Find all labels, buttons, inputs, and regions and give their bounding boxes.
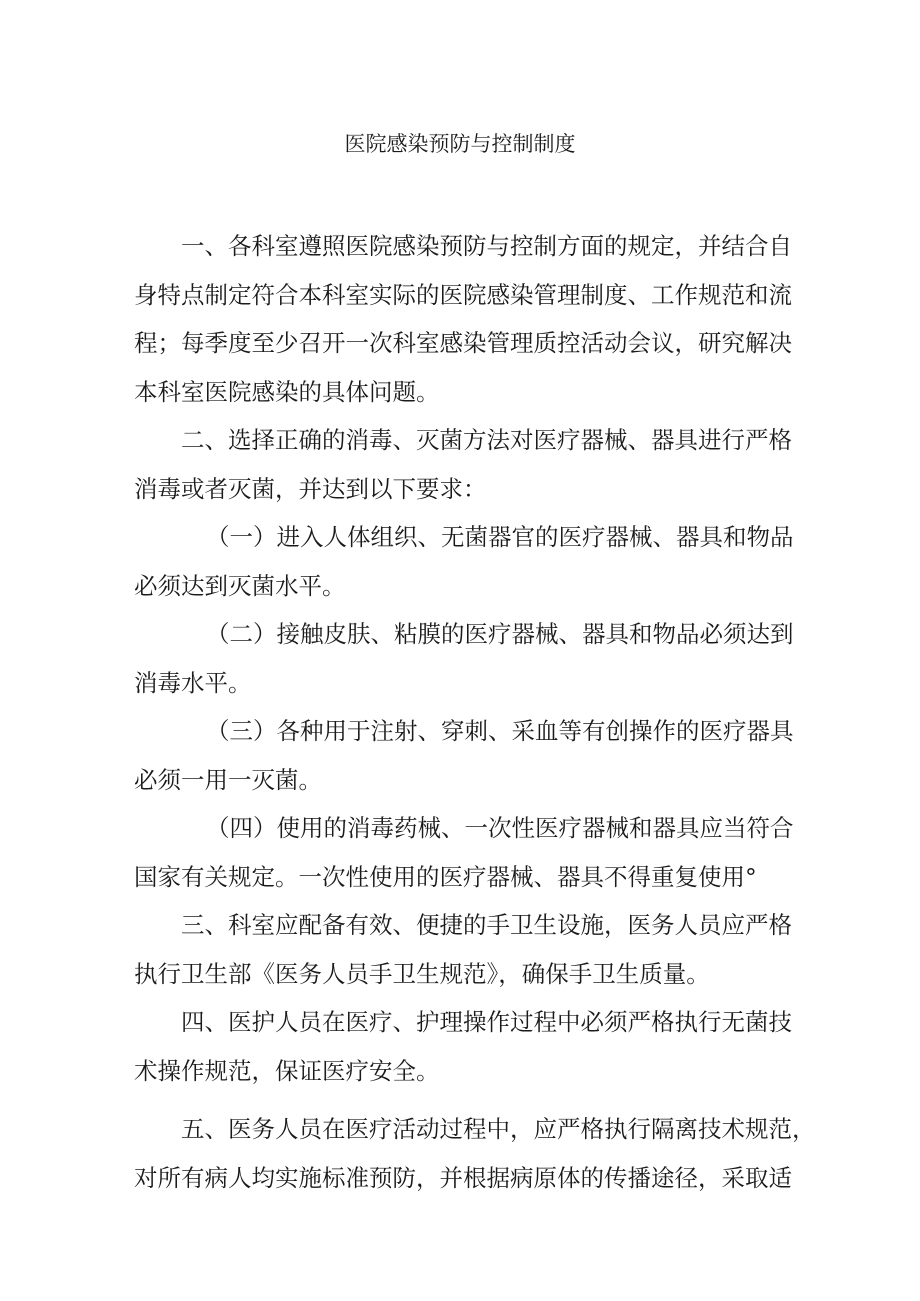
paragraph-line: （三）各种用于注射、穿刺、采血等有创操作的医疗器具 (206, 717, 794, 745)
paragraph-line: （二）接触皮肤、粘膜的医疗器械、器具和物品必须达到 (206, 620, 794, 648)
paragraph-line: 一、各科室遵照医院感染预防与控制方面的规定，并结合自 (181, 232, 792, 260)
paragraph-line: （一）进入人体组织、无菌器官的医疗器械、器具和物品 (206, 523, 794, 551)
paragraph-line: 必须达到灭菌水平。 (134, 571, 346, 600)
paragraph-1 (134, 222, 790, 416)
paragraph-line: 三、科室应配备有效、便捷的手卫生设施，医务人员应严格 (181, 911, 792, 939)
paragraph-4 (134, 998, 790, 1095)
paragraph-3 (134, 901, 790, 998)
sub-item-4 (134, 804, 794, 901)
paragraph-2 (134, 416, 790, 513)
paragraph-line: 本科室医院感染的具体问题。 (134, 377, 440, 406)
sub-item-3 (134, 707, 794, 804)
paragraph-5 (134, 1105, 816, 1202)
paragraph-line: 国家有关规定。一次性使用的医疗器械、器具不得重复使用° (134, 862, 757, 891)
paragraph-line: 必须一用一灭菌。 (134, 765, 322, 794)
document-title: 医院感染预防与控制制度 (344, 132, 576, 156)
paragraph-line: 术操作规范，保证医疗安全。 (134, 1056, 440, 1085)
sub-item-1 (134, 513, 794, 610)
document-body (134, 222, 816, 1202)
paragraph-line: 四、医护人员在医疗、护理操作过程中必须严格执行无菌技 (181, 1008, 792, 1036)
sub-item-2 (134, 610, 794, 707)
paragraph-line: 消毒水平。 (134, 668, 252, 697)
paragraph-line: 对所有病人均实施标准预防，并根据病原体的传播途径，采取适 (134, 1163, 792, 1192)
paragraph-line: 五、医务人员在医疗活动过程中，应严格执行隔离技术规范， (181, 1115, 816, 1143)
paragraph-line: 二、选择正确的消毒、灭菌方法对医疗器械、器具进行严格 (181, 426, 792, 454)
paragraph-line: 执行卫生部《医务人员手卫生规范》，确保手卫生质量。 (134, 959, 710, 988)
paragraph-line: 身特点制定符合本科室实际的医院感染管理制度、工作规范和流 (134, 280, 792, 309)
paragraph-line: 程；每季度至少召开一次科室感染管理质控活动会议，研究解决 (134, 329, 792, 357)
paragraph-line: （四）使用的消毒药械、一次性医疗器械和器具应当符合 (206, 814, 794, 842)
paragraph-line: 消毒或者灭菌，并达到以下要求： (134, 474, 487, 503)
